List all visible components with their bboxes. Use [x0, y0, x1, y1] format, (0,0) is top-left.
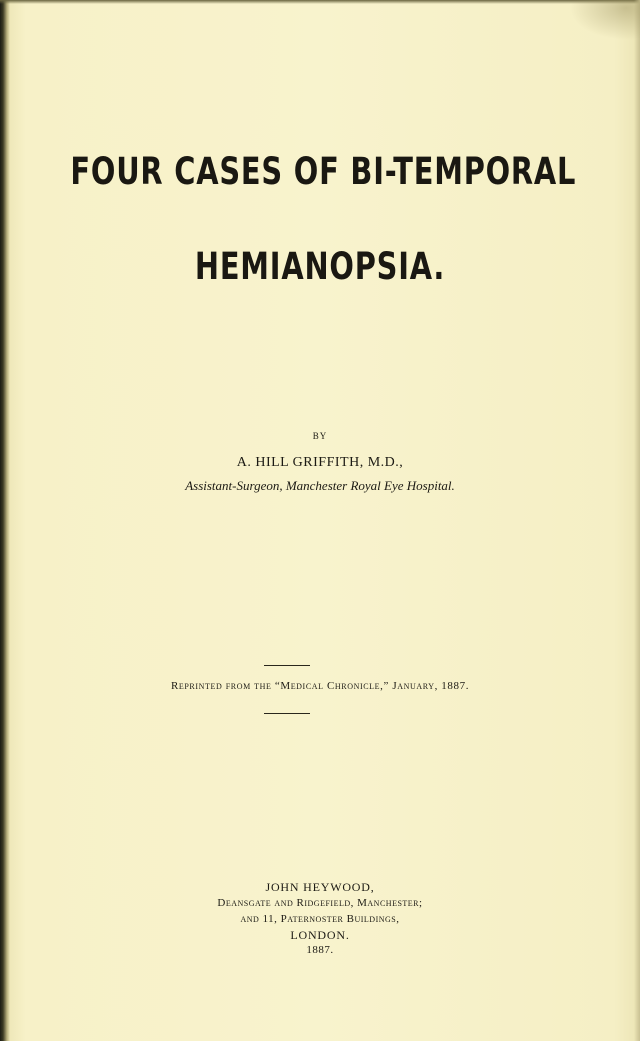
top-edge-shadow [0, 0, 640, 4]
title-line-1: FOUR CASES OF BI-TEMPORAL [70, 150, 577, 193]
publisher-name: JOHN HEYWOOD, [265, 880, 375, 894]
by-label: BY [312, 431, 328, 441]
publication-year: 1887. [306, 944, 334, 956]
divider-bottom [264, 713, 310, 714]
publisher-address-1: Deansgate and Ridgefield, Manchester; [217, 897, 423, 909]
title-line-2: HEMIANOPSIA. [194, 245, 446, 288]
publisher-address-2: and 11, Paternoster Buildings, [240, 913, 400, 925]
author-affiliation: Assistant-Surgeon, Manchester Royal Eye Hospital. [185, 478, 455, 493]
publisher-city: LONDON. [290, 928, 350, 942]
corner-stain [570, 0, 640, 40]
author-name: A. HILL GRIFFITH, M.D., [236, 455, 404, 470]
reprint-note: Reprinted from the “Medical Chronicle,” January, 1887. [170, 680, 470, 692]
divider-top [264, 665, 310, 666]
